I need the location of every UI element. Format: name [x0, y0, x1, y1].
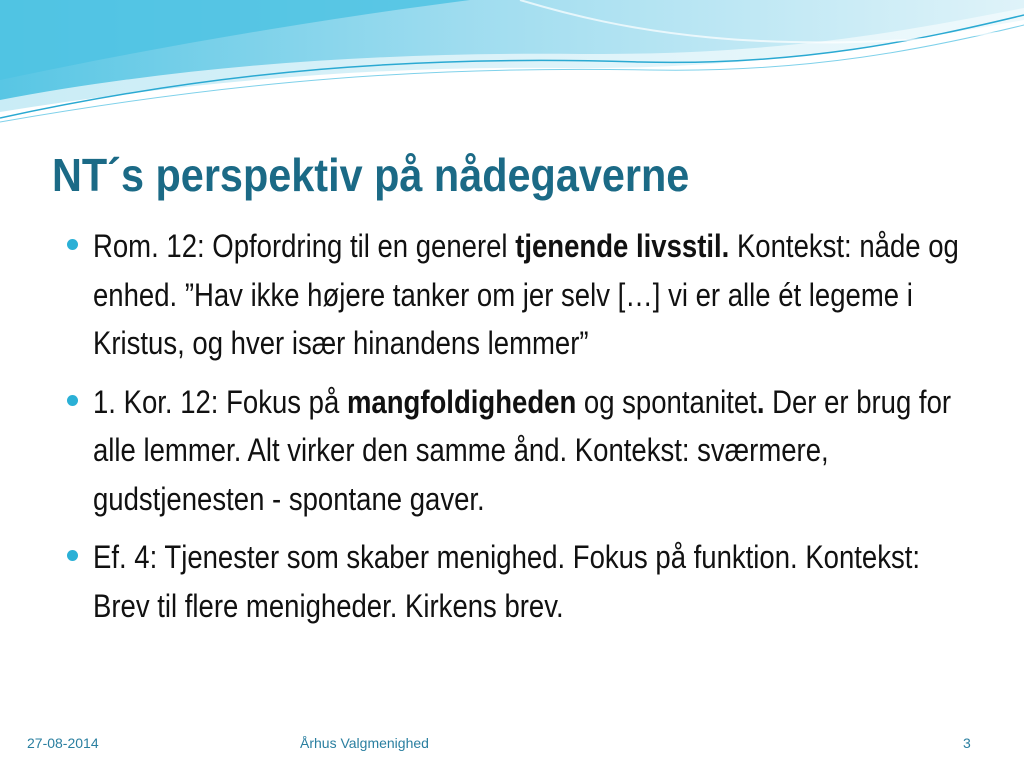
footer-date: 27-08-2014	[27, 735, 99, 751]
bullet-item	[60, 533, 990, 630]
bullet-text-part: 1. Kor. 12: Fokus på	[93, 383, 347, 420]
bullet-text-part: Rom. 12: Opfordring til en generel	[93, 228, 516, 264]
bullet-dot-icon	[67, 395, 78, 406]
footer-organization: Århus Valgmenighed	[300, 735, 429, 751]
bullet-text	[93, 378, 963, 524]
bullet-item	[60, 222, 990, 368]
bullet-text-bold: .	[756, 383, 765, 420]
bullet-text-part: og spontanitet	[576, 383, 757, 420]
bullet-text-part: Ef. 4: Tjenester som skaber menighed. Fokus på funktion. Kontekst: Brev til flere menigheder. Kirkens brev.	[93, 539, 921, 624]
footer-page-number: 3	[963, 735, 971, 751]
bullet-text-bold: tjenende livsstil.	[515, 228, 730, 264]
header-wave-decoration	[0, 0, 1024, 130]
bullet-list	[60, 222, 990, 640]
slide-title: NT´s perspektiv på nådegaverne	[52, 149, 690, 201]
bullet-text-bold: mangfoldigheden	[346, 383, 577, 420]
bullet-dot-icon	[67, 550, 78, 561]
bullet-text-part: Der er brug for alle lemmer. Alt virker den samme ånd. Kontekst: sværmere, gudstjenesten - spontane gaver.	[93, 383, 952, 517]
bullet-text	[93, 533, 963, 630]
bullet-dot-icon	[67, 239, 78, 250]
bullet-text	[93, 222, 963, 368]
bullet-text-part: Kontekst: nåde og enhed. ”Hav ikke højere tanker om jer selv […] vi er alle ét legeme i Kristus, og hver især hinandens lemmer”	[93, 228, 959, 361]
bullet-item	[60, 378, 990, 524]
